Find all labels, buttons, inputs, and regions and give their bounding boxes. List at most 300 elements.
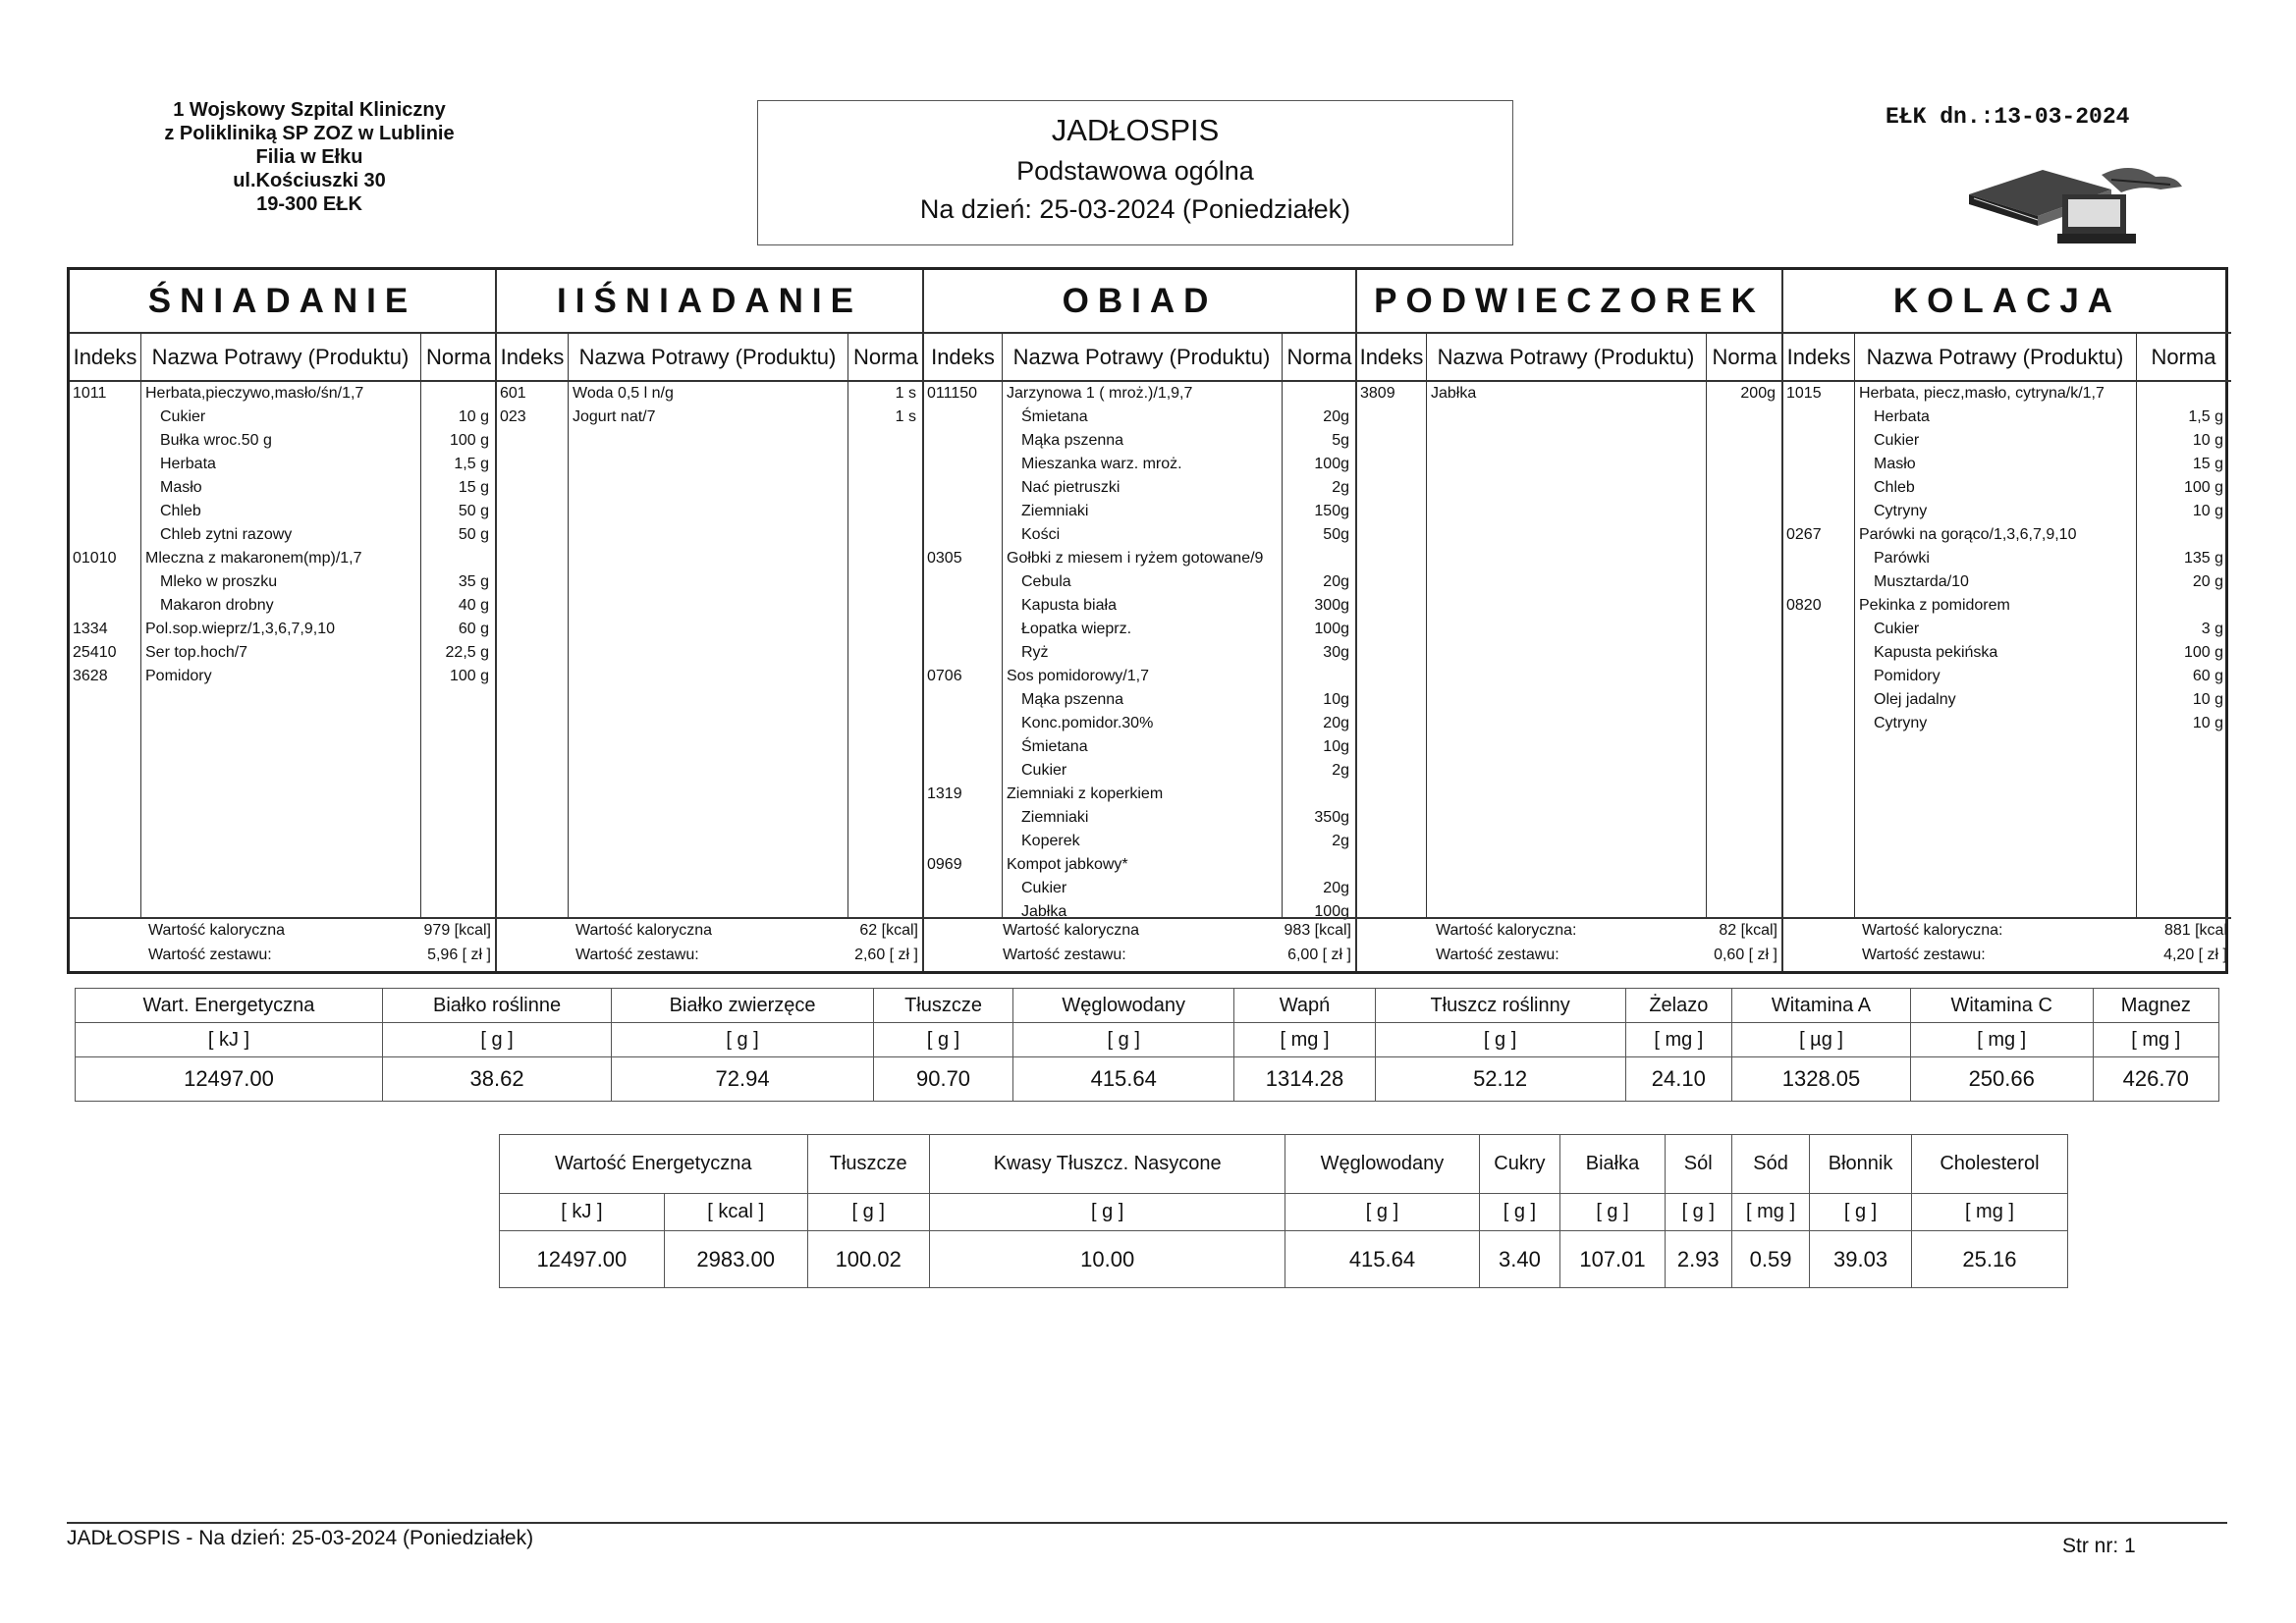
item-index: 3809 (1360, 385, 1395, 402)
nutrition-value: 100.02 (807, 1231, 929, 1288)
item-index: 1011 (73, 385, 107, 402)
dish-name: Herbata, piecz,masło, cytryna/k/1,7 (1859, 385, 2105, 402)
nutrition-value: 2983.00 (664, 1231, 807, 1288)
column-header-index: Indeks (1783, 334, 1854, 382)
calorie-label: Wartość kaloryczna: (1862, 922, 2003, 939)
nutrient-value: 250.66 (1910, 1057, 2093, 1102)
nutrient-value-row (76, 1057, 2219, 1102)
nutrient-value: 38.62 (382, 1057, 611, 1102)
nutrition-value-row (500, 1231, 2068, 1288)
column-header-index: Indeks (1357, 334, 1426, 382)
diet-name: Podstawowa ogólna (1016, 156, 1254, 186)
menu-item-row (924, 688, 1355, 712)
item-norm: 100g (1314, 903, 1349, 920)
menu-item-row (70, 500, 495, 523)
ingredient-name: Łopatka wieprz. (1021, 621, 1132, 637)
footer-divider (67, 1522, 2227, 1524)
ingredient-name: Nać pietruszki (1021, 479, 1121, 496)
item-norm: 3 g (2201, 621, 2223, 637)
ingredient-name: Masło (1874, 456, 1916, 472)
nutrient-header: Białko zwierzęce (612, 989, 874, 1023)
column-header-norm: Norma (2136, 334, 2231, 382)
menu-item-row (1783, 688, 2231, 712)
nutrient-value: 1314.28 (1234, 1057, 1375, 1102)
nutrition-value: 25.16 (1911, 1231, 2067, 1288)
ingredient-name: Mąka pszenna (1021, 432, 1124, 449)
ingredient-name: Cytryny (1874, 503, 1928, 519)
menu-item-row (70, 523, 495, 547)
item-index: 023 (500, 408, 526, 425)
ingredient-name: Mieszanka warz. mroż. (1021, 456, 1182, 472)
nutrient-header: Wapń (1234, 989, 1375, 1023)
item-norm: 10 g (2192, 503, 2223, 519)
cost-label: Wartość zestawu: (1003, 947, 1126, 963)
ingredient-name: Makaron drobny (160, 597, 274, 614)
nutrient-value: 24.10 (1625, 1057, 1732, 1102)
ingredient-name: Kości (1021, 526, 1061, 543)
cost-label: Wartość zestawu: (148, 947, 272, 963)
menu-item-row (924, 735, 1355, 759)
menu-item-row (70, 429, 495, 453)
menu-item-row (70, 618, 495, 641)
ingredient-name: Śmietana (1021, 738, 1088, 755)
menu-item-row (924, 547, 1355, 570)
menu-date: Na dzień: 25-03-2024 (Poniedziałek) (919, 194, 1351, 224)
item-norm: 22,5 g (445, 644, 489, 661)
hospital-line: Filia w Ełku (255, 146, 363, 168)
nutrition-unit: [ g ] (1285, 1194, 1479, 1231)
hospital-address (103, 98, 516, 216)
nutrient-value: 52.12 (1375, 1057, 1625, 1102)
calorie-value: 983 [kcal] (1284, 922, 1351, 939)
column-header-name: Nazwa Potrawy (Produktu) (1854, 334, 2136, 382)
nutrient-unit: [ mg ] (1910, 1023, 2093, 1057)
meal-section-podwieczorek (1357, 270, 1783, 971)
nutrition-unit: [ g ] (807, 1194, 929, 1231)
menu-item-row (1783, 406, 2231, 429)
column-divider (1706, 334, 1707, 917)
menu-item-row (924, 641, 1355, 665)
nutrition-value: 39.03 (1810, 1231, 1912, 1288)
nutrient-header-row (76, 989, 2219, 1023)
menu-item-row (924, 500, 1355, 523)
dish-name: Ser top.hoch/7 (145, 644, 248, 661)
ingredient-name: Jabłka (1021, 903, 1067, 920)
nutrition-value: 415.64 (1285, 1231, 1479, 1288)
calorie-label: Wartość kaloryczna (575, 922, 712, 939)
nutrition-unit: [ g ] (1560, 1194, 1665, 1231)
meal-summary (924, 917, 1355, 971)
menu-item-row (924, 382, 1355, 406)
menu-item-row (924, 712, 1355, 735)
issue-date: EŁK dn.:13-03-2024 (1886, 104, 2130, 130)
calorie-label: Wartość kaloryczna (148, 922, 285, 939)
menu-item-row (70, 570, 495, 594)
nutrient-header: Witamina A (1732, 989, 1911, 1023)
menu-item-row (1357, 382, 1781, 406)
item-norm: 1,5 g (2188, 408, 2223, 425)
item-index: 1334 (73, 621, 108, 637)
ingredient-name: Kapusta biała (1021, 597, 1117, 614)
nutrition-unit: [ g ] (1810, 1194, 1912, 1231)
nutrient-value: 426.70 (2093, 1057, 2218, 1102)
menu-item-row (924, 806, 1355, 830)
ingredient-name: Masło (160, 479, 202, 496)
menu-item-row (70, 547, 495, 570)
item-index: 1015 (1786, 385, 1822, 402)
cost-value: 4,20 [ zł ] (2163, 947, 2227, 963)
nutrient-value: 90.70 (873, 1057, 1012, 1102)
calorie-label: Wartość kaloryczna: (1436, 922, 1577, 939)
menu-item-row (1783, 476, 2231, 500)
dish-name: Herbata,pieczywo,masło/śn/1,7 (145, 385, 364, 402)
hospital-line: 1 Wojskowy Szpital Kliniczny (173, 99, 446, 121)
menu-item-row (70, 476, 495, 500)
item-norm: 100g (1314, 456, 1349, 472)
menu-item-row (1783, 382, 2231, 406)
item-norm: 1,5 g (454, 456, 489, 472)
dish-name: Pol.sop.wieprz/1,3,6,7,9,10 (145, 621, 336, 637)
meal-title: IIŚNIADANIE (497, 270, 922, 334)
item-norm: 200g (1740, 385, 1776, 402)
nutrient-header: Wart. Energetyczna (76, 989, 383, 1023)
item-norm: 10g (1323, 738, 1349, 755)
nutrient-unit: [ g ] (873, 1023, 1012, 1057)
menu-item-row (1783, 547, 2231, 570)
item-norm: 100g (1314, 621, 1349, 637)
nutrition-header: Cholesterol (1911, 1135, 2067, 1194)
nutrient-header: Witamina C (1910, 989, 2093, 1023)
item-index: 1319 (927, 785, 962, 802)
ingredient-name: Śmietana (1021, 408, 1088, 425)
cost-label: Wartość zestawu: (1436, 947, 1559, 963)
item-norm: 1 s (895, 385, 916, 402)
menu-item-row (70, 594, 495, 618)
dish-name: Gołbki z miesem i ryżem gotowane/9 (1007, 550, 1264, 567)
item-norm: 2g (1332, 833, 1349, 849)
item-norm: 20g (1323, 408, 1349, 425)
ingredient-name: Ziemniaki (1021, 809, 1089, 826)
ingredient-name: Mąka pszenna (1021, 691, 1124, 708)
calorie-value: 82 [kcal] (1719, 922, 1777, 939)
ingredient-name: Cytryny (1874, 715, 1928, 731)
hospital-line: z Polikliniką SP ZOZ w Lublinie (164, 123, 455, 144)
cost-value: 0,60 [ zł ] (1714, 947, 1777, 963)
column-header-index: Indeks (70, 334, 140, 382)
menu-item-row (497, 382, 922, 406)
nutrient-value: 72.94 (612, 1057, 874, 1102)
column-header-norm: Norma (1282, 334, 1357, 382)
ingredient-name: Herbata (1874, 408, 1930, 425)
item-index: 3628 (73, 668, 108, 684)
nutrition-header: Kwasy Tłuszcz. Nasycone (929, 1135, 1285, 1194)
menu-item-row (924, 830, 1355, 853)
hospital-line: ul.Kościuszki 30 (233, 170, 386, 191)
nutrition-value: 107.01 (1560, 1231, 1665, 1288)
menu-item-row (924, 594, 1355, 618)
nutrition-unit: [ kJ ] (500, 1194, 665, 1231)
menu-item-row (924, 453, 1355, 476)
nutrient-header: Tłuszcz roślinny (1375, 989, 1625, 1023)
menu-item-row (924, 523, 1355, 547)
meal-title: OBIAD (924, 270, 1355, 334)
menu-item-row (70, 665, 495, 688)
item-norm: 100 g (449, 432, 489, 449)
nutrient-unit: [ µg ] (1732, 1023, 1911, 1057)
nutrition-header: Wartość Energetyczna (500, 1135, 808, 1194)
nutrition-value: 12497.00 (500, 1231, 665, 1288)
nutrition-unit: [ g ] (1665, 1194, 1731, 1231)
nutrition-value: 0.59 (1731, 1231, 1809, 1288)
ingredient-name: Kapusta pekińska (1874, 644, 1998, 661)
item-index: 0305 (927, 550, 962, 567)
dish-name: Parówki na gorąco/1,3,6,7,9,10 (1859, 526, 2077, 543)
dish-name: Jarzynowa 1 ( mroż.)/1,9,7 (1007, 385, 1193, 402)
ingredient-name: Musztarda/10 (1874, 573, 1969, 590)
cost-value: 5,96 [ zł ] (427, 947, 491, 963)
nutrition-value: 3.40 (1479, 1231, 1560, 1288)
meal-summary (1357, 917, 1781, 971)
nutrient-unit: [ mg ] (1625, 1023, 1732, 1057)
item-norm: 60 g (458, 621, 489, 637)
nutrition-header: Błonnik (1810, 1135, 1912, 1194)
ingredient-name: Cukier (1021, 880, 1067, 896)
meal-title: PODWIECZOREK (1357, 270, 1781, 334)
meal-summary (497, 917, 922, 971)
nutrient-unit: [ kJ ] (76, 1023, 383, 1057)
meal-summary (70, 917, 495, 971)
menu-item-row (924, 429, 1355, 453)
item-norm: 300g (1314, 597, 1349, 614)
cost-value: 6,00 [ zł ] (1287, 947, 1351, 963)
document-title: JADŁOSPIS (1051, 113, 1220, 147)
ingredient-name: Cebula (1021, 573, 1071, 590)
calorie-label: Wartość kaloryczna (1003, 922, 1139, 939)
item-norm: 350g (1314, 809, 1349, 826)
nutrient-value: 12497.00 (76, 1057, 383, 1102)
item-index: 0820 (1786, 597, 1822, 614)
meal-section-kolacja (1783, 270, 2231, 971)
nutrient-unit: [ mg ] (2093, 1023, 2218, 1057)
item-norm: 20 g (2192, 573, 2223, 590)
dish-name: Jabłka (1431, 385, 1477, 402)
nutrition-value: 2.93 (1665, 1231, 1731, 1288)
ingredient-name: Parówki (1874, 550, 1930, 567)
ingredient-name: Mleko w proszku (160, 573, 278, 590)
menu-item-row (924, 665, 1355, 688)
menu-item-row (924, 570, 1355, 594)
menu-item-row (1783, 523, 2231, 547)
item-norm: 10 g (458, 408, 489, 425)
nutrient-unit: [ g ] (1013, 1023, 1234, 1057)
nutrition-unit: [ g ] (929, 1194, 1285, 1231)
nutrition-unit: [ g ] (1479, 1194, 1560, 1231)
ingredient-name: Pomidory (1874, 668, 1941, 684)
item-norm: 10 g (2192, 715, 2223, 731)
item-norm: 100 g (2183, 479, 2223, 496)
nutrition-unit: [ mg ] (1731, 1194, 1809, 1231)
nutrient-header: Żelazo (1625, 989, 1732, 1023)
nutrient-header: Magnez (2093, 989, 2218, 1023)
column-divider (1426, 334, 1427, 917)
meal-summary (1783, 917, 2231, 971)
item-norm: 2g (1332, 479, 1349, 496)
cost-label: Wartość zestawu: (575, 947, 699, 963)
menu-item-row (1783, 429, 2231, 453)
ingredient-name: Konc.pomidor.30% (1021, 715, 1154, 731)
item-index: 0267 (1786, 526, 1822, 543)
nutrient-unit: [ g ] (612, 1023, 874, 1057)
nutrition-unit: [ kcal ] (664, 1194, 807, 1231)
dish-name: Kompot jabkowy* (1007, 856, 1128, 873)
item-norm: 50g (1323, 526, 1349, 543)
book-computer-logo-icon (1964, 155, 2185, 248)
calorie-value: 979 [kcal] (423, 922, 491, 939)
nutrient-unit: [ g ] (382, 1023, 611, 1057)
ingredient-name: Bułka wroc.50 g (160, 432, 272, 449)
item-norm: 135 g (2183, 550, 2223, 567)
meal-section-ii-sniadanie (497, 270, 924, 971)
item-norm: 5g (1332, 432, 1349, 449)
ingredient-name: Herbata (160, 456, 216, 472)
meal-title: KOLACJA (1783, 270, 2231, 334)
item-norm: 40 g (458, 597, 489, 614)
hospital-line: 19-300 EŁK (256, 193, 362, 215)
column-header-name: Nazwa Potrawy (Produktu) (140, 334, 420, 382)
item-norm: 100 g (2183, 644, 2223, 661)
column-header-norm: Norma (847, 334, 924, 382)
dish-name: Pomidory (145, 668, 212, 684)
item-norm: 50 g (458, 526, 489, 543)
nutrient-header: Tłuszcze (873, 989, 1012, 1023)
item-norm: 10 g (2192, 432, 2223, 449)
ingredient-name: Koperek (1021, 833, 1080, 849)
item-norm: 15 g (458, 479, 489, 496)
nutrition-header: Sód (1731, 1135, 1809, 1194)
page-number: Str nr: 1 (2062, 1535, 2136, 1557)
meal-section-sniadanie (70, 270, 497, 971)
column-header-norm: Norma (420, 334, 497, 382)
nutrition-facts-table (499, 1134, 2068, 1288)
menu-item-row (924, 618, 1355, 641)
item-index: 25410 (73, 644, 117, 661)
item-norm: 20g (1323, 573, 1349, 590)
ingredient-name: Cukier (1021, 762, 1067, 779)
dish-name: Ziemniaki z koperkiem (1007, 785, 1164, 802)
dish-name: Pekinka z pomidorem (1859, 597, 2010, 614)
item-norm: 150g (1314, 503, 1349, 519)
ingredient-name: Olej jadalny (1874, 691, 1956, 708)
menu-item-row (924, 406, 1355, 429)
item-index: 0969 (927, 856, 962, 873)
menu-item-row (497, 406, 922, 429)
nutrient-summary-table (75, 988, 2219, 1102)
nutrient-value: 415.64 (1013, 1057, 1234, 1102)
nutrient-unit-row (76, 1023, 2219, 1057)
nutrition-header: Tłuszcze (807, 1135, 929, 1194)
dish-name: Jogurt nat/7 (573, 408, 656, 425)
meal-section-obiad (924, 270, 1357, 971)
ingredient-name: Cukier (160, 408, 206, 425)
dish-name: Mleczna z makaronem(mp)/1,7 (145, 550, 362, 567)
nutrition-unit: [ mg ] (1911, 1194, 2067, 1231)
dish-name: Woda 0,5 l n/g (573, 385, 674, 402)
item-norm: 100 g (449, 668, 489, 684)
item-norm: 20g (1323, 880, 1349, 896)
nutrition-value: 10.00 (929, 1231, 1285, 1288)
menu-item-row (70, 406, 495, 429)
ingredient-name: Cukier (1874, 432, 1920, 449)
menu-item-row (70, 382, 495, 406)
item-norm: 20g (1323, 715, 1349, 731)
menu-item-row (1783, 594, 2231, 618)
nutrient-header: Węglowodany (1013, 989, 1234, 1023)
item-norm: 15 g (2192, 456, 2223, 472)
ingredient-name: Chleb zytni razowy (160, 526, 293, 543)
nutrition-header: Węglowodany (1285, 1135, 1479, 1194)
item-index: 601 (500, 385, 526, 402)
dish-name: Sos pomidorowy/1,7 (1007, 668, 1149, 684)
menu-item-row (1783, 500, 2231, 523)
menu-item-row (1783, 665, 2231, 688)
calorie-value: 62 [kcal] (859, 922, 918, 939)
item-norm: 60 g (2192, 668, 2223, 684)
item-norm: 50 g (458, 503, 489, 519)
column-header-name: Nazwa Potrawy (Produktu) (1002, 334, 1282, 382)
menu-item-row (70, 453, 495, 476)
item-index: 011150 (927, 385, 978, 402)
nutrition-header: Cukry (1479, 1135, 1560, 1194)
nutrient-unit: [ mg ] (1234, 1023, 1375, 1057)
cost-value: 2,60 [ zł ] (854, 947, 918, 963)
item-index: 0706 (927, 668, 962, 684)
item-norm: 35 g (458, 573, 489, 590)
menu-item-row (70, 641, 495, 665)
cost-label: Wartość zestawu: (1862, 947, 1986, 963)
calorie-value: 881 [kcal (2163, 922, 2227, 939)
menu-item-row (924, 877, 1355, 900)
menu-item-row (924, 759, 1355, 783)
title-box (757, 100, 1513, 245)
menu-item-row (1783, 712, 2231, 735)
nutrient-value: 1328.05 (1732, 1057, 1911, 1102)
footer-title: JADŁOSPIS - Na dzień: 25-03-2024 (Poniedziałek) (67, 1527, 534, 1549)
column-header-name: Nazwa Potrawy (Produktu) (568, 334, 847, 382)
column-header-index: Indeks (497, 334, 568, 382)
item-norm: 30g (1323, 644, 1349, 661)
column-header-name: Nazwa Potrawy (Produktu) (1426, 334, 1706, 382)
ingredient-name: Ryż (1021, 644, 1049, 661)
ingredient-name: Chleb (1874, 479, 1915, 496)
column-header-index: Indeks (924, 334, 1002, 382)
nutrient-unit: [ g ] (1375, 1023, 1625, 1057)
column-header-norm: Norma (1706, 334, 1783, 382)
menu-item-row (1783, 453, 2231, 476)
nutrition-unit-row (500, 1194, 2068, 1231)
ingredient-name: Cukier (1874, 621, 1920, 637)
nutrition-header: Białka (1560, 1135, 1665, 1194)
menu-item-row (924, 476, 1355, 500)
nutrition-header-row (500, 1135, 2068, 1194)
meal-title: ŚNIADANIE (70, 270, 495, 334)
nutrient-header: Białko roślinne (382, 989, 611, 1023)
item-index: 01010 (73, 550, 117, 567)
menu-item-row (1783, 618, 2231, 641)
item-norm: 2g (1332, 762, 1349, 779)
menu-item-row (924, 783, 1355, 806)
menu-table (67, 267, 2228, 974)
item-norm: 10g (1323, 691, 1349, 708)
